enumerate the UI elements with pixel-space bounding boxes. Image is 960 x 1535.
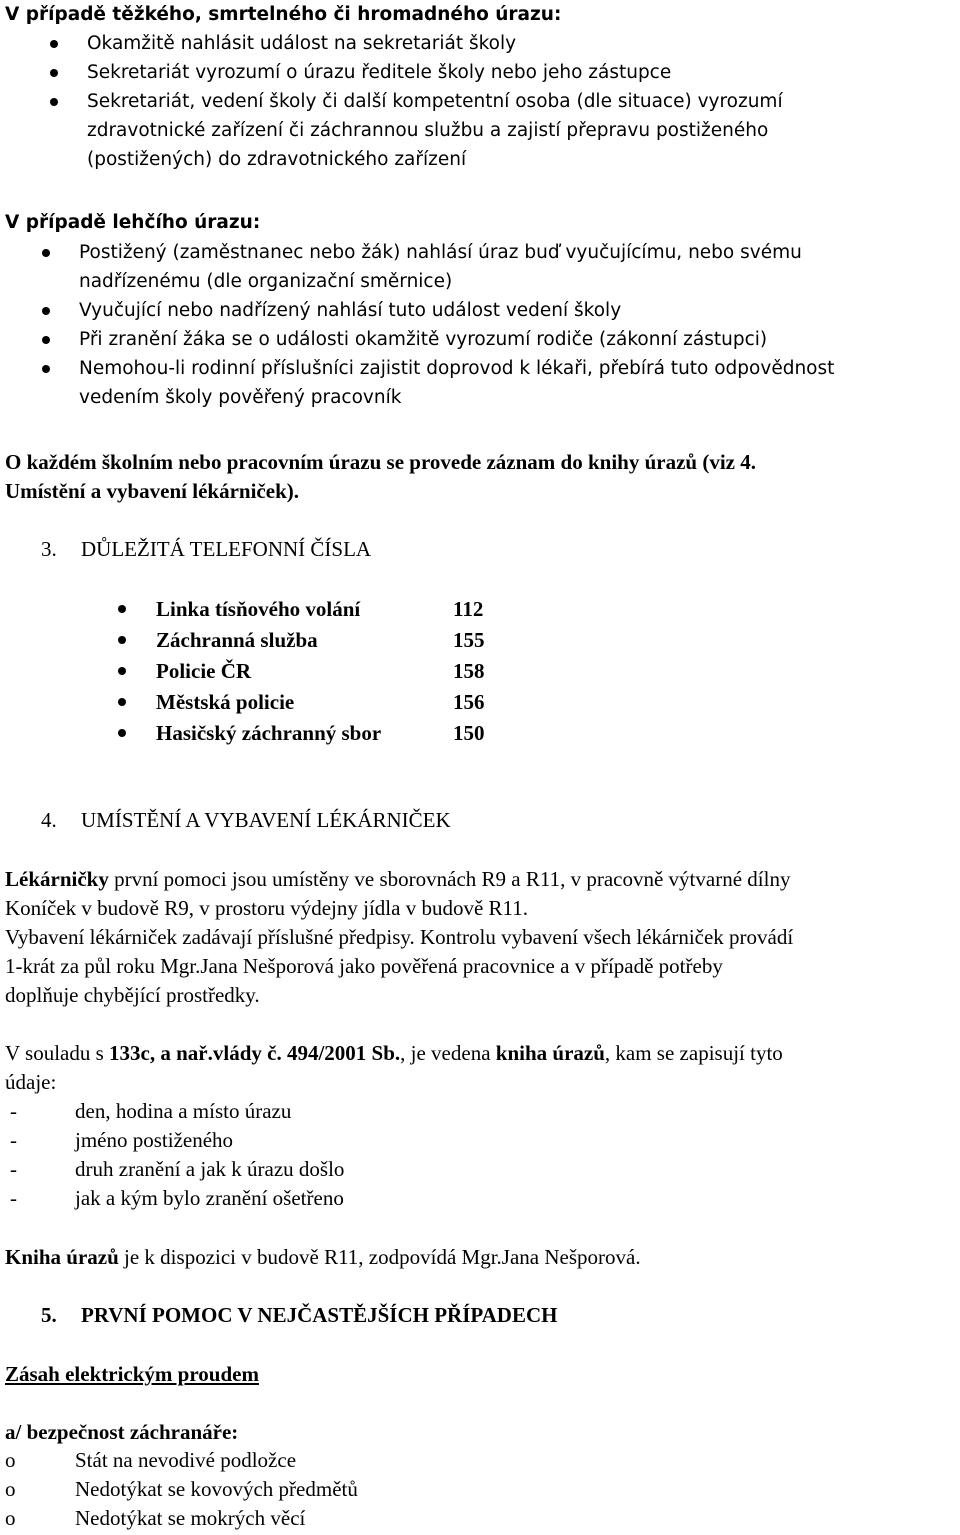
rescuer-safety-list [0, 1446, 955, 1533]
list-item: Postižený (zaměstnanec nebo žák) nahlásí úraz buď vyučujícímu, nebo svému [0, 238, 955, 267]
section-5-title: 5. PRVNÍ POMOC V NEJČASTĚJŠÍCH PŘÍPADECH [41, 1303, 558, 1327]
first-aid-kits-paragraph: Lékárničky první pomoci jsou umístěny ve sborovnách R9 a R11, v pracovně výtvarné dílny Koníček v budově R9, v prostoru výdejny jídla v budově R11. Vybavení lékárniček zadávají příslušné předpisy. Kontrolu vybavení všech lékárniček provádí 1-krát za půl roku Mgr.Jana Nešporová jako pověřená pracovnice a v případě potřeby doplňuje chybějící prostředky. [5, 867, 794, 1007]
bullet-icon [50, 98, 58, 106]
electric-shock-subheading: Zásah elektrickým proudem [5, 1362, 259, 1386]
rescuer-safety-heading: a/ bezpečnost záchranáře: [5, 1420, 239, 1444]
list-item: Okamžitě nahlásit událost na sekretariát školy [0, 29, 955, 58]
record-note: O každém školním nebo pracovním úrazu se provede záznam do knihy úrazů (viz 4. Umístění a vybavení lékárniček). [5, 450, 756, 503]
bullet-icon [118, 729, 126, 737]
list-item: - druh zranění a jak k úrazu došlo [10, 1157, 345, 1181]
bullet-icon [118, 667, 126, 675]
list-item: o Stát na nevodivé podložce [5, 1448, 297, 1472]
list-item: Sekretariát, vedení školy či další kompetentní osoba (dle situace) vyrozumí [0, 87, 955, 116]
injury-book-paragraph: V souladu s 133c, a nař.vlády č. 494/2001 Sb., je vedena kniha úrazů, kam se zapisují tyto údaje: [5, 1041, 783, 1094]
bullet-icon [118, 605, 126, 613]
record-fields-list [0, 1097, 955, 1213]
list-item: Sekretariát vyrozumí o úrazu ředitele školy nebo jeho zástupce [0, 58, 955, 87]
list-item-continuation: vedením školy pověřený pracovník [79, 387, 402, 408]
list-item: - jak a kým bylo zranění ošetřeno [10, 1186, 344, 1210]
injury-book-location: Kniha úrazů je k dispozici v budově R11, zodpovídá Mgr.Jana Nešporová. [5, 1245, 641, 1269]
list-item: - jméno postiženého [10, 1128, 234, 1152]
bullet-icon [50, 40, 58, 48]
list-item-continuation: (postižených) do zdravotnického zařízení [87, 149, 467, 170]
list-item-continuation: zdravotnické zařízení či záchrannou službu a zajistí přepravu postiženého [87, 120, 769, 141]
list-item: Vyučující nebo nadřízený nahlásí tuto událost vedení školy [0, 296, 955, 325]
bullet-icon [118, 636, 126, 644]
list-item: o Nedotýkat se mokrých věcí [5, 1506, 306, 1530]
light-heading: V případě lehčího úrazu: [5, 212, 261, 233]
severe-heading: V případě těžkého, smrtelného či hromadného úrazu: [5, 4, 562, 25]
list-item-continuation: nadřízenému (dle organizační směrnice) [79, 271, 453, 292]
list-item: Nemohou-li rodinní příslušníci zajistit doprovod k lékaři, přebírá tuto odpovědnost [0, 354, 955, 383]
list-item: o Nedotýkat se kovových předmětů [5, 1477, 358, 1501]
bullet-icon [42, 307, 50, 315]
list-item: - den, hodina a místo úrazu [10, 1099, 292, 1123]
section-4-title: 4. UMÍSTĚNÍ A VYBAVENÍ LÉKÁRNIČEK [41, 808, 451, 832]
bullet-icon [42, 249, 50, 257]
bullet-icon [42, 336, 50, 344]
severe-list [0, 29, 955, 174]
bullet-icon [118, 698, 126, 706]
section-3-title: 3. DŮLEŽITÁ TELEFONNÍ ČÍSLA [41, 537, 372, 561]
list-item: Při zranění žáka se o události okamžitě vyrozumí rodiče (zákonní zástupci) [0, 325, 955, 354]
bullet-icon [50, 69, 58, 77]
light-list [0, 238, 955, 412]
bullet-icon [42, 365, 50, 373]
